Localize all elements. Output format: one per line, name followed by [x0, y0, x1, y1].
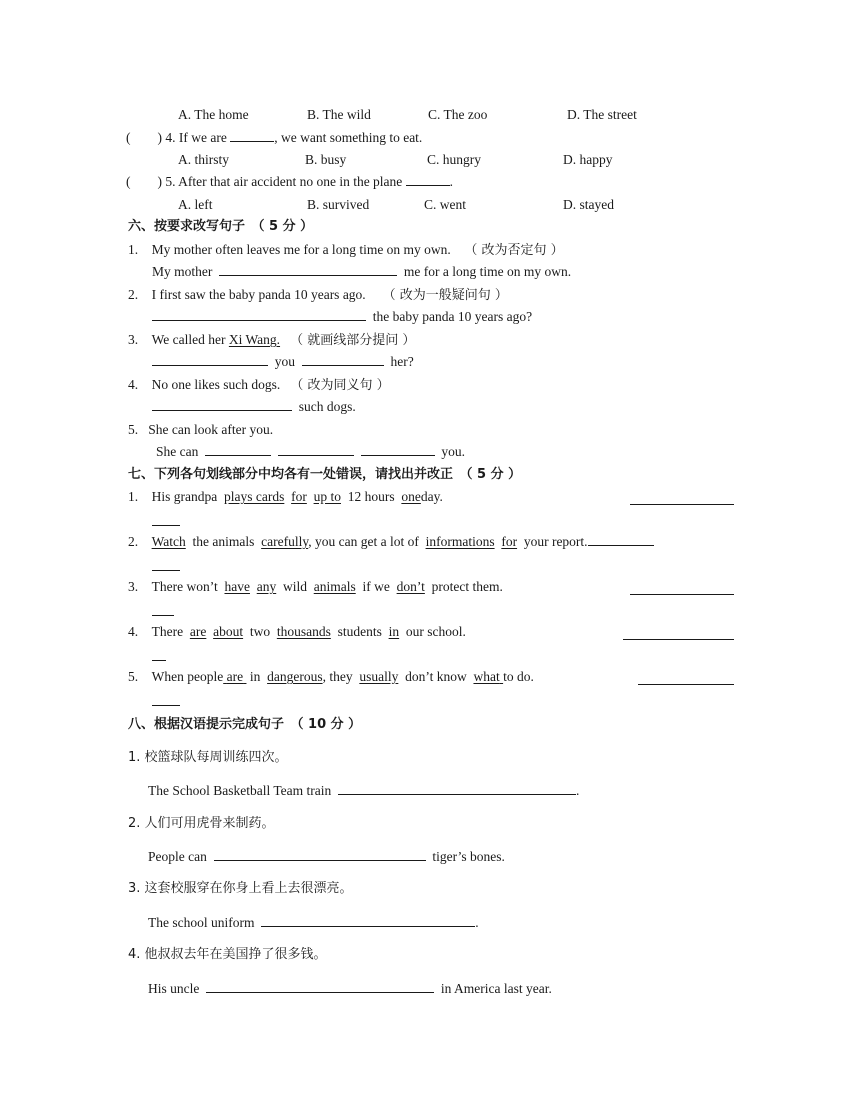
- translate-prompt-3: 3. 这套校服穿在你身上看上去很漂亮。: [128, 881, 353, 896]
- q3-option-b: B. The wild: [307, 107, 371, 122]
- q5-option-b: B. survived: [307, 197, 370, 212]
- mc-question-4: [126, 129, 422, 147]
- sentence-text: day.: [420, 489, 443, 504]
- answer-blank[interactable]: [206, 980, 434, 993]
- answer-paren: ( ): [126, 130, 162, 145]
- rewrite-question-5: [128, 421, 273, 439]
- rewrite-question-3: [128, 331, 415, 350]
- answer-blank[interactable]: [361, 443, 435, 456]
- mc-question-5: [126, 173, 453, 191]
- rewrite-question-4: [128, 376, 390, 395]
- answer-word: you: [274, 354, 295, 369]
- underlined-part: in: [388, 624, 400, 639]
- underlined-part: animals: [313, 579, 356, 594]
- underlined-part: any: [256, 579, 277, 594]
- sentence-text: students: [337, 624, 382, 639]
- sentence-text: 12 hours: [347, 489, 395, 504]
- translate-answer-1: [148, 782, 579, 800]
- sentence-text: don’t know: [405, 669, 467, 684]
- error-question-2: [128, 533, 654, 551]
- sentence-text: wild: [282, 579, 307, 594]
- question-number: 5.: [128, 669, 139, 684]
- question-number: 4.: [128, 377, 139, 392]
- underlined-part: carefully: [261, 534, 309, 549]
- answer-suffix: me for a long time on my own.: [403, 264, 572, 279]
- correction-blank-1[interactable]: [630, 492, 734, 505]
- question-text: I first saw the baby panda 10 years ago.: [151, 287, 366, 302]
- question-number: 1.: [128, 242, 139, 257]
- q4-option-c: C. hungry: [427, 152, 481, 167]
- underlined-part: for: [501, 534, 518, 549]
- q5-option-c: C. went: [424, 197, 466, 212]
- instruction-hint: （ 就画线部分提问 ）: [290, 333, 416, 348]
- error-question-4: [128, 623, 466, 641]
- instruction-hint: （ 改为否定句 ）: [464, 243, 564, 258]
- question-number: 4.: [128, 624, 139, 639]
- correction-blank-2[interactable]: [588, 533, 654, 546]
- underlined-part: about: [213, 624, 244, 639]
- question-stem-end: .: [449, 174, 454, 189]
- answer-blank[interactable]: [214, 848, 426, 861]
- correction-blank-5[interactable]: [638, 672, 734, 685]
- section-6-heading: 六、按要求改写句子 （ 5 分 ）: [128, 219, 314, 234]
- question-stem-end: , we want something to eat.: [274, 130, 423, 145]
- rewrite-answer-2: [152, 308, 532, 326]
- rewrite-question-1: [128, 241, 564, 260]
- underlined-part: usually: [359, 669, 399, 684]
- q3-option-c: C. The zoo: [428, 107, 488, 122]
- q4-option-a: A. thirsty: [178, 152, 230, 167]
- underlined-part: Xi Wang.: [228, 332, 281, 347]
- answer-suffix: you.: [441, 444, 465, 459]
- question-text: No one likes such dogs.: [151, 377, 281, 392]
- instruction-hint: （ 改为一般疑问句 ）: [382, 288, 508, 303]
- question-text: We called her: [151, 332, 226, 347]
- answer-blank[interactable]: [261, 914, 475, 927]
- q4-option-b: B. busy: [305, 152, 347, 167]
- answer-blank[interactable]: [278, 443, 354, 456]
- correction-blank-5-cont: [152, 693, 180, 706]
- answer-prefix: She can: [156, 444, 199, 459]
- answer-blank[interactable]: [152, 353, 268, 366]
- answer-blank[interactable]: [152, 398, 292, 411]
- rewrite-answer-5: [156, 443, 465, 461]
- question-stem: After that air accident no one in the plane: [178, 174, 403, 189]
- answer-blank[interactable]: [205, 443, 271, 456]
- sentence-text: to do.: [503, 669, 534, 684]
- question-number: 3.: [128, 332, 139, 347]
- sentence-text: your report.: [523, 534, 588, 549]
- underlined-part: informations: [425, 534, 495, 549]
- question-number: 3.: [128, 579, 139, 594]
- correction-blank-1-cont: [152, 513, 180, 526]
- answer-suffix: .: [576, 783, 580, 798]
- correction-blank-4[interactable]: [623, 627, 734, 640]
- sentence-text: two: [249, 624, 271, 639]
- section-8-heading: 八、根据汉语提示完成句子 （ 10 分 ）: [128, 717, 362, 732]
- question-number: 5.: [128, 422, 139, 437]
- underlined-part: Watch: [151, 534, 186, 549]
- answer-blank[interactable]: [338, 782, 576, 795]
- error-question-5: [128, 668, 534, 686]
- question-text: My mother often leaves me for a long time on my own.: [151, 242, 451, 257]
- underlined-part: are: [226, 669, 244, 684]
- translate-answer-3: [148, 914, 479, 932]
- sentence-text: His grandpa: [151, 489, 218, 504]
- underlined-part: up to: [313, 489, 341, 504]
- error-question-1: [128, 488, 443, 506]
- sentence-text: When people: [151, 669, 224, 684]
- instruction-hint: （ 改为同义句 ）: [290, 378, 390, 393]
- translate-prompt-4: 4. 他叔叔去年在美国挣了很多钱。: [128, 947, 327, 962]
- error-question-3: [128, 578, 503, 596]
- question-number: 1.: [128, 489, 139, 504]
- question-text: She can look after you.: [148, 422, 274, 437]
- answer-prefix: People can: [148, 849, 207, 864]
- q3-option-a: A. The home: [178, 107, 249, 122]
- sentence-text: the animals: [192, 534, 255, 549]
- sentence-text: , you can get a lot of: [308, 534, 419, 549]
- answer-suffix: her?: [390, 354, 414, 369]
- correction-blank-2-cont: [152, 558, 180, 571]
- sentence-text: if we: [362, 579, 390, 594]
- answer-prefix: The School Basketball Team train: [148, 783, 332, 798]
- underlined-part: have: [224, 579, 250, 594]
- underlined-part: plays cards: [223, 489, 285, 504]
- answer-prefix: The school uniform: [148, 915, 255, 930]
- q3-option-d: D. The street: [567, 107, 637, 122]
- answer-suffix: the baby panda 10 years ago?: [372, 309, 533, 324]
- rewrite-question-2: [128, 286, 508, 305]
- q5-option-d: D. stayed: [563, 197, 614, 212]
- question-stem: If we are: [178, 130, 227, 145]
- translate-answer-4: [148, 980, 552, 998]
- correction-blank-4-cont: [152, 648, 166, 661]
- underlined-part: dangerous: [267, 669, 323, 684]
- sentence-text: There: [151, 624, 184, 639]
- answer-blank[interactable]: [302, 353, 384, 366]
- answer-blank[interactable]: [152, 308, 366, 321]
- underlined-part: don’t: [396, 579, 425, 594]
- answer-suffix: in America last year.: [440, 981, 552, 996]
- answer-suffix: .: [475, 915, 479, 930]
- q5-option-a: A. left: [178, 197, 213, 212]
- rewrite-answer-3: [152, 353, 414, 371]
- section-7-heading: 七、下列各句划线部分中均各有一处错误，请找出并改正 （ 5 分 ）: [128, 467, 522, 482]
- rewrite-answer-1: [152, 263, 571, 281]
- sentence-text: protect them.: [431, 579, 503, 594]
- sentence-text: , they: [322, 669, 353, 684]
- underlined-part: are: [189, 624, 207, 639]
- question-number: 2.: [128, 534, 139, 549]
- translate-prompt-1: 1. 校篮球队每周训练四次。: [128, 750, 288, 765]
- correction-blank-3-cont: [152, 603, 174, 616]
- underlined-part: one: [401, 489, 421, 504]
- question-number: 4.: [165, 130, 176, 145]
- answer-blank[interactable]: [406, 173, 450, 186]
- sentence-text: in: [249, 669, 261, 684]
- answer-prefix: My mother: [152, 264, 213, 279]
- correction-blank-3[interactable]: [630, 582, 734, 595]
- answer-prefix: His uncle: [148, 981, 200, 996]
- translate-answer-2: [148, 848, 505, 866]
- sentence-text: our school.: [405, 624, 466, 639]
- underlined-part: thousands: [276, 624, 331, 639]
- translate-prompt-2: 2. 人们可用虎骨来制药。: [128, 816, 275, 831]
- q4-option-d: D. happy: [563, 152, 613, 167]
- underlined-part: what: [473, 669, 500, 684]
- answer-suffix: tiger’s bones.: [432, 849, 505, 864]
- answer-suffix: such dogs.: [298, 399, 356, 414]
- sentence-text: There won’t: [151, 579, 218, 594]
- answer-paren: ( ): [126, 174, 162, 189]
- rewrite-answer-4: [152, 398, 356, 416]
- question-number: 2.: [128, 287, 139, 302]
- answer-blank[interactable]: [230, 129, 274, 142]
- answer-blank[interactable]: [219, 263, 397, 276]
- underlined-part: for: [291, 489, 307, 504]
- question-number: 5.: [165, 174, 176, 189]
